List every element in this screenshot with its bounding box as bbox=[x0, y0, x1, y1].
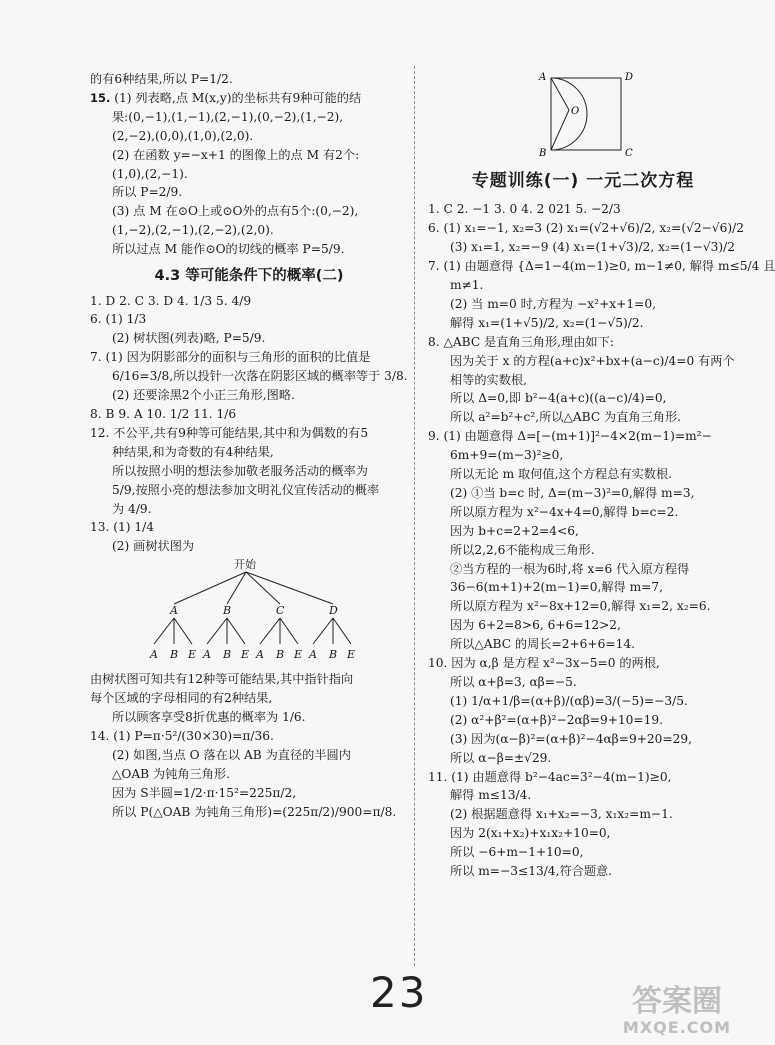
answer-line: 所以无论 m 取何值,这个方程总有实数根. bbox=[450, 467, 673, 482]
answer-line: 种结果,和为奇数的有4种结果, bbox=[112, 444, 274, 459]
answer-line: (3) x₁=1, x₂=−9 (4) x₁=(1+√3)/2, x₂=(1−√3)/2 bbox=[450, 240, 735, 255]
handwritten-page-number: 23 bbox=[370, 968, 428, 1017]
answer-15-line: 所以过点 M 能作⊙O的切线的概率 P=5/9. bbox=[112, 242, 345, 257]
answer-line: 36−6(m+1)+2(m−1)=0,解得 m=7, bbox=[450, 580, 663, 595]
right-column bbox=[428, 70, 775, 881]
answer-15-line: (1,−2),(2,−1),(2,−2),(2,0). bbox=[112, 223, 274, 238]
answer-line: 每个区域的字母相同的有2种结果, bbox=[90, 691, 273, 706]
answer-line: 因为 b+c=2+2=4<6, bbox=[450, 523, 579, 538]
answer-line: (2) ①当 b=c 时, Δ=(m−3)²=0,解得 m=3, bbox=[450, 485, 695, 500]
tree-leaf: A bbox=[309, 648, 317, 662]
tree-leaf: E bbox=[241, 648, 250, 662]
answer-15-line: (2) 在函数 y=−x+1 的图像上的点 M 有2个: bbox=[112, 147, 360, 162]
tree-node: D bbox=[329, 604, 338, 618]
answer-line: 6. (1) 1/3 bbox=[90, 312, 147, 327]
answer-15-line: 果:(0,−1),(1,−1),(2,−1),(0,−2),(1,−2), bbox=[112, 109, 344, 124]
tree-leaf: B bbox=[170, 648, 179, 662]
answer-line: 8. B 9. A 10. 1/2 11. 1/6 bbox=[90, 406, 237, 421]
answer-line: 解得 x₁=(1+√5)/2, x₂=(1−√5)/2. bbox=[450, 315, 644, 330]
answer-line: (2) 如图,当点 O 落在以 AB 为直径的半圆内 bbox=[112, 747, 351, 762]
vertex-label: B bbox=[539, 148, 547, 159]
answer-line: (3) 因为(α−β)²=(α+β)²−4αβ=9+20=29, bbox=[450, 731, 693, 746]
answer-line: 所以2,2,6不能构成三角形. bbox=[450, 542, 595, 557]
answer-line: 所以 a²=b²+c²,所以△ABC 为直角三角形. bbox=[450, 410, 682, 425]
answer-15-line: (2,−2),(0,0),(1,0),(2,0). bbox=[112, 128, 254, 143]
square-semicircle-figure bbox=[523, 70, 633, 158]
answer-line: 6m+9=(m−3)²≥0, bbox=[450, 448, 564, 463]
answer-line: 12. 不公平,共有9种等可能结果,其中和为偶数的有5 bbox=[90, 425, 369, 440]
answer-line: (2) α²+β²=(α+β)²−2αβ=9+10=19. bbox=[450, 712, 664, 727]
tree-leaf: A bbox=[256, 648, 264, 662]
answer-line: 所以 Δ=0,即 b²−4(a+c)((a−c)/4)=0, bbox=[450, 391, 667, 406]
column-divider bbox=[414, 66, 415, 966]
answer-line: m≠1. bbox=[450, 277, 484, 292]
vertex-label: O bbox=[571, 106, 580, 117]
answer-line: 为 4/9. bbox=[112, 501, 152, 516]
answer-15-line: 所以 P=2/9. bbox=[112, 185, 183, 200]
answer-line: 所以顾客享受8折优惠的概率为 1/6. bbox=[112, 710, 306, 725]
answer-line: 因为关于 x 的方程(a+c)x²+bx+(a−c)/4=0 有两个 bbox=[450, 353, 735, 368]
answer-line: 13. (1) 1/4 bbox=[90, 520, 155, 535]
answer-line: 所以 α−β=±√29. bbox=[450, 750, 552, 765]
answer-15-line: (3) 点 M 在⊙O上或⊙O外的点有5个:(0,−2), bbox=[112, 204, 359, 219]
answer-line: 所以原方程为 x²−4x+4=0,解得 b=c=2. bbox=[450, 504, 679, 519]
answer-line: 1. D 2. C 3. D 4. 1/3 5. 4/9 bbox=[90, 293, 252, 308]
answer-line: ②当方程的一根为6时,将 x=6 代入原方程得 bbox=[450, 561, 690, 576]
answer-line: 7. (1) 由题意得 {Δ=1−4(m−1)≥0, m−1≠0, 解得 m≤5/4 且 bbox=[428, 259, 775, 274]
geometry-figure bbox=[428, 70, 738, 160]
answer-line: (1) 1/α+1/β=(α+β)/(αβ)=3/(−5)=−3/5. bbox=[450, 693, 688, 708]
answer-line: 所以 m=−3≤13/4,符合题意. bbox=[450, 864, 613, 879]
tree-leaf: E bbox=[188, 648, 197, 662]
answer-line: 所以按照小明的想法参加敬老服务活动的概率为 bbox=[112, 463, 368, 478]
tree-diagram bbox=[90, 558, 408, 666]
tree-node: A bbox=[170, 604, 178, 618]
answer-line: △OAB 为钝角三角形. bbox=[112, 766, 230, 781]
watermark-logo bbox=[612, 986, 742, 1037]
answer-line: (2) 根据题意得 x₁+x₂=−3, x₁x₂=m−1. bbox=[450, 807, 673, 822]
tree-leaf: B bbox=[223, 648, 232, 662]
watermark-url: MXQE.COM bbox=[622, 1018, 732, 1037]
answer-line: 10. 因为 α,β 是方程 x²−3x−5=0 的两根, bbox=[428, 656, 660, 671]
vertex-label: C bbox=[625, 148, 633, 159]
tree-leaf: A bbox=[203, 648, 211, 662]
answer-line: (2) 当 m=0 时,方程为 −x²+x+1=0, bbox=[450, 296, 656, 311]
answer-line: 1. C 2. −1 3. 0 4. 2 021 5. −2/3 bbox=[428, 202, 621, 217]
answer-line: 相等的实数根, bbox=[450, 372, 527, 387]
answer-line: 解得 m≤13/4. bbox=[450, 788, 532, 803]
tree-root-label: 开始 bbox=[234, 558, 256, 572]
answer-line: (2) 画树状图为 bbox=[112, 539, 195, 554]
answer-line: 9. (1) 由题意得 Δ=[−(m+1)]²−4×2(m−1)=m²− bbox=[428, 429, 712, 444]
answer-15-line: (1,0),(2,−1). bbox=[112, 166, 188, 181]
answer-line: 因为 S半圆=1/2·π·15²=225π/2, bbox=[112, 785, 297, 800]
tree-node: B bbox=[223, 604, 232, 618]
answer-line: 7. (1) 因为阴影部分的面积与三角形的面积的比值是 bbox=[90, 350, 371, 365]
left-column bbox=[90, 70, 408, 821]
tree-leaf: E bbox=[347, 648, 356, 662]
answer-line: (2) 树状图(列表)略, P=5/9. bbox=[112, 331, 266, 346]
answer-line: 6. (1) x₁=−1, x₂=3 (2) x₁=(√2+√6)/2, x₂=(√2−√6)/2 bbox=[428, 221, 744, 236]
answer-line: 11. (1) 由题意得 b²−4ac=3²−4(m−1)≥0, bbox=[428, 769, 672, 784]
answer-line: 的有6种结果,所以 P=1/2. bbox=[90, 72, 233, 86]
section-title: 4.3 等可能条件下的概率(二) bbox=[154, 268, 344, 285]
answer-line: 因为 2(x₁+x₂)+x₁x₂+10=0, bbox=[450, 826, 611, 841]
answer-line: 14. (1) P=π·5²/(30×30)=π/36. bbox=[90, 728, 274, 743]
answer-line: 由树状图可知共有12种等可能结果,其中指针指向 bbox=[90, 672, 354, 687]
tree-leaf: E bbox=[294, 648, 303, 662]
vertex-label: A bbox=[539, 72, 547, 83]
answer-line: 所以 α+β=3, αβ=−5. bbox=[450, 675, 577, 689]
watermark-text: 答案圈 bbox=[632, 984, 722, 1019]
tree-leaf: B bbox=[276, 648, 285, 662]
tree-leaf: A bbox=[150, 648, 158, 662]
tree-node: C bbox=[276, 604, 285, 618]
vertex-label: D bbox=[625, 72, 634, 83]
answer-line: 所以△ABC 的周长=2+6+6=14. bbox=[450, 637, 635, 652]
answer-15-line: 15. (1) 列表略,点 M(x,y)的坐标共有9种可能的结 bbox=[90, 90, 362, 105]
answer-line: 所以 P(△OAB 为钝角三角形)=(225π/2)/900=π/8. bbox=[112, 804, 397, 819]
section-title: 专题训练(一) 一元二次方程 bbox=[471, 171, 695, 191]
answer-line: 所以 −6+m−1+10=0, bbox=[450, 845, 584, 860]
answer-line: 因为 6+2=8>6, 6+6=12>2, bbox=[450, 618, 621, 633]
answer-line: (2) 还要涂黑2个小正三角形,图略. bbox=[112, 388, 295, 403]
answer-line: 6/16=3/8,所以投针一次落在阴影区域的概率等于 3/8. bbox=[112, 369, 408, 384]
answer-line: 所以原方程为 x²−8x+12=0,解得 x₁=2, x₂=6. bbox=[450, 599, 711, 614]
tree-leaf: B bbox=[329, 648, 338, 662]
answer-line: 5/9,按照小亮的想法参加文明礼仪宣传活动的概率 bbox=[112, 482, 380, 497]
answer-line: 8. △ABC 是直角三角形,理由如下: bbox=[428, 334, 614, 349]
